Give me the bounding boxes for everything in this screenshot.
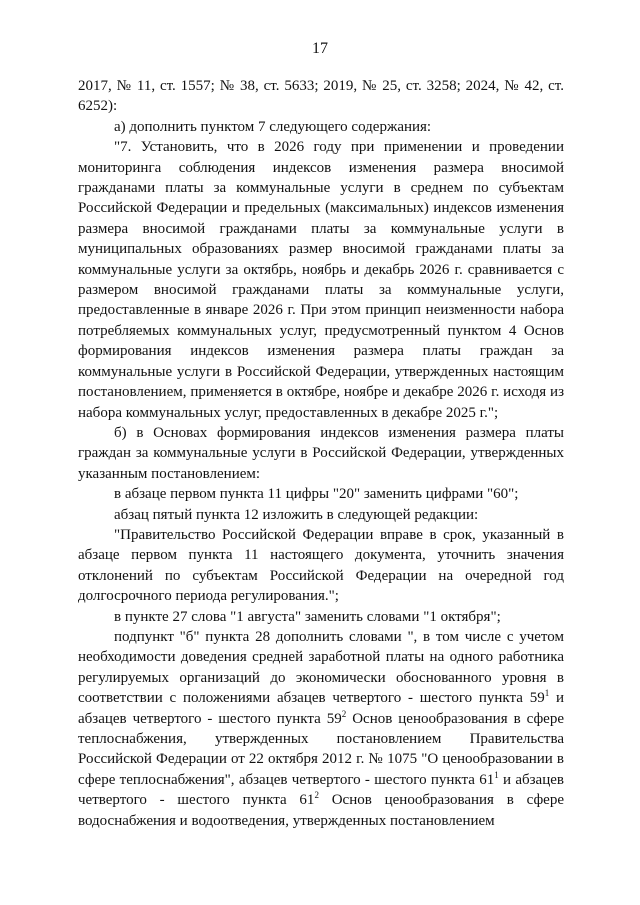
superscript: 1 [544, 688, 550, 699]
text-run: подпункт "б" пункта 28 дополнить словами ", в том числе с учетом необходимости доведения средней заработной платы на одного работника регулируемых организаций до экономически обоснованного уровня в соответствии с положениями абзацев четвертого - шестого пункта 59 [78, 628, 564, 707]
text-run: Основ ценообразования в сфере теплоснабжения, утвержденных постановлением Правительства Российской Федерации от 22 октября 2012 г. № 1075 "О ценообразовании в сфере теплоснабжения", абзацев четвертого - шестого пункта 61 [78, 710, 564, 788]
paragraph-quoted-point-12: "Правительство Российской Федерации вправе в срок, указанный в абзаце первом пункта 11 настоящего документа, уточнить значения отклонений по субъектам Российской Федерации на очередной год долгосрочного периода регулирования."; [78, 526, 564, 605]
document-body [78, 76, 564, 831]
paragraph-quoted-point-7: "7. Установить, что в 2026 году при применении и проведении мониторинга соблюдения индексов изменения размера вносимой гражданами платы за коммунальные услуги в среднем по субъектам Российской Федерации и предельных (максимальных) индексов изменения размера вносимой гражданами платы за коммунальные услуги в муниципальных образованиях размер вносимой гражданами платы за коммунальные услуги за октябрь, ноябрь и декабрь 2026 г. сравнивается с размером вносимой гражданами платы за коммунальные услуги, предоставленные в январе 2026 г. При этом принцип неизменности набора потребляемых коммунальных услуг, предусмотренный пунктом 4 Основ формирования индексов изменения размера платы граждан за коммунальные услуги в Российской Федерации, утвержденных настоящим постановлением, применяется в октябре, ноябре и декабре 2026 г. исходя из набора коммунальных услуг, предоставленных в декабре 2025 г."; [78, 139, 564, 421]
paragraph-point-27-amendment: в пункте 27 слова "1 августа" заменить словами "1 октября"; [114, 608, 501, 625]
superscript: 2 [314, 790, 319, 801]
text-run: и абзацев четвертого - шестого пункта 61 [78, 771, 564, 809]
paragraph-point-12-amendment: абзац пятый пункта 12 изложить в следующей редакции: [114, 506, 479, 523]
text-run: Основ ценообразования в сфере водоснабжения и водоотведения, утвержденных постановлением [78, 792, 564, 829]
paragraph-point-11-amendment: в абзаце первом пункта 11 цифры "20" заменить цифрами "60"; [114, 486, 519, 503]
text-run: и абзацев четвертого - шестого пункта 59 [78, 690, 564, 727]
paragraph-item-a: а) дополнить пунктом 7 следующего содержания: [114, 118, 432, 135]
paragraph-point-28-amendment [78, 627, 564, 831]
superscript: 2 [341, 708, 347, 719]
paragraph-continuation: 2017, № 11, ст. 1557; № 38, ст. 5633; 2019, № 25, ст. 3258; 2024, № 42, ст. 6252): [78, 78, 564, 115]
page-number: 17 [312, 40, 328, 57]
superscript: 1 [494, 769, 499, 780]
paragraph-item-b: б) в Основах формирования индексов изменения размера платы граждан за коммунальные услуги в Российской Федерации, утвержденных указанным постановлением: [78, 424, 564, 482]
